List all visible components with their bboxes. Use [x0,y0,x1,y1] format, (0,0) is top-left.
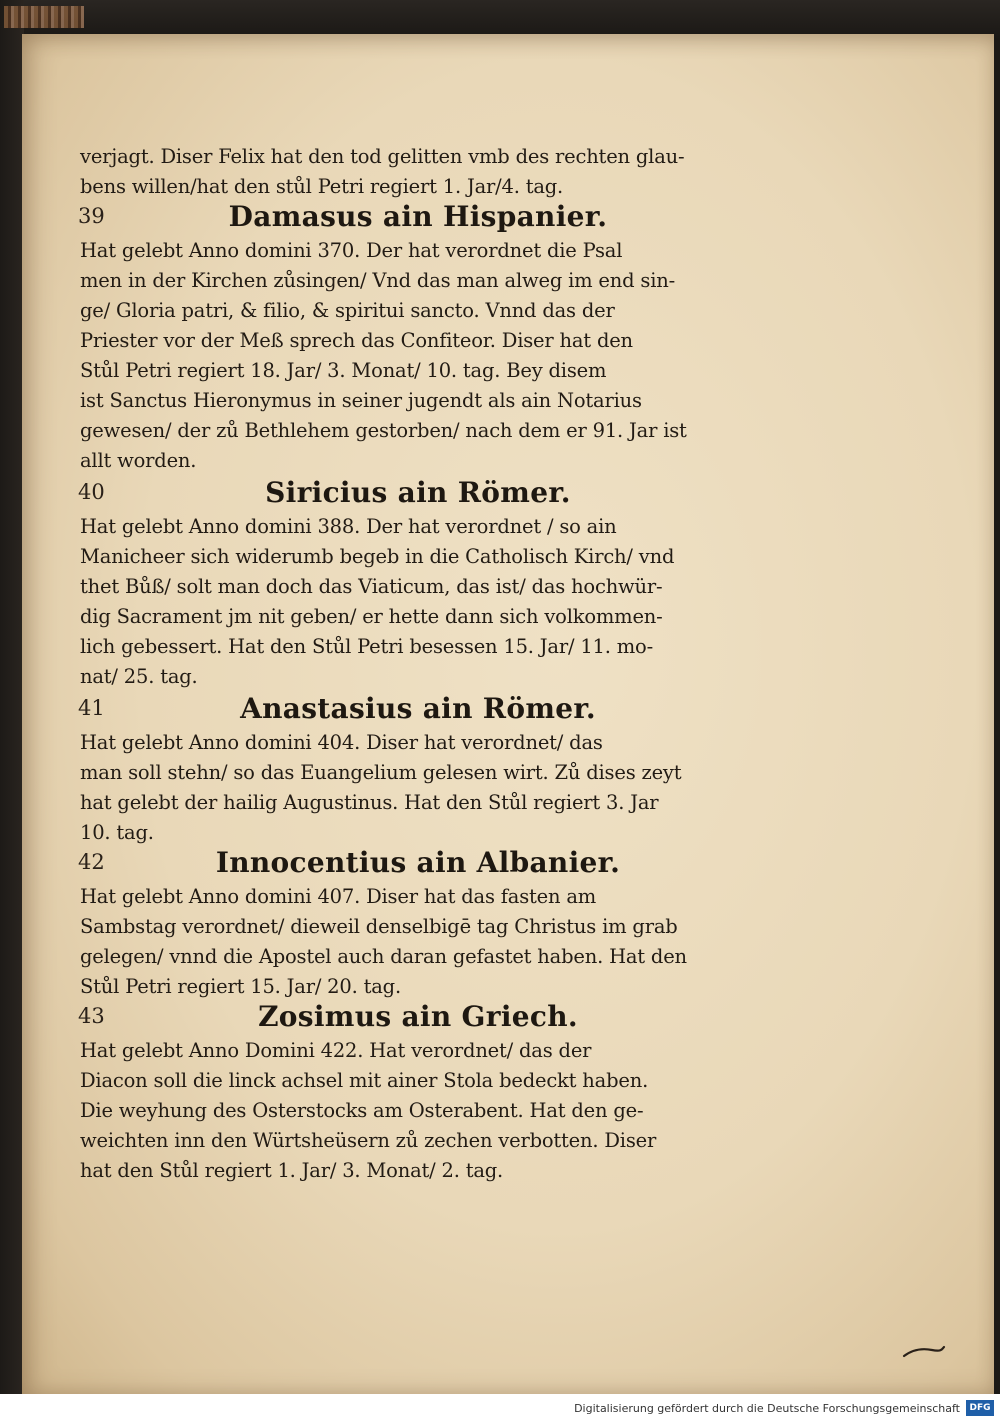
text-line: gewesen/ der zů Bethlehem gestorben/ nach dem er 91. Jar ist [80,419,687,442]
dfg-logo: DFG [966,1400,994,1416]
footer-bar [0,1394,1000,1424]
section-title: Zosimus ain Griech. [258,1000,578,1033]
text-line: gelegen/ vnnd die Apostel auch daran gefastet haben. Hat den [80,945,687,968]
text-line: nat/ 25. tag. [80,665,198,688]
text-line: Sambstag verordnet/ dieweil denselbigē tag Christus im grab [80,915,678,938]
section-number: 42 [78,850,105,874]
section-number: 41 [78,696,105,720]
text-line: bens willen/hat den stůl Petri regiert 1. Jar/4. tag. [80,175,564,198]
book-page [22,34,994,1394]
section-number: 40 [78,480,105,504]
text-line: Hat gelebt Anno Domini 422. Hat verordnet/ das der [80,1039,592,1062]
text-line: verjagt. Diser Felix hat den tod gelitten vmb des rechten glau- [80,145,685,168]
section-heading-39 [78,202,758,236]
text-line: 10. tag. [80,821,154,844]
color-calibration-strip [4,6,84,28]
text-line: Priester vor der Meß sprech das Confiteor. Diser hat den [80,329,633,352]
text-line: ist Sanctus Hieronymus in seiner jugendt als ain Notarius [80,389,642,412]
text-line: thet Bůß/ solt man doch das Viaticum, das ist/ das hochwür- [80,575,663,598]
section-heading-43 [78,1002,758,1036]
text-line: ge/ Gloria patri, & filio, & spiritui sancto. Vnnd das der [80,299,615,322]
section-title: Innocentius ain Albanier. [215,846,621,879]
section-heading-42 [78,848,758,882]
section-heading-40 [78,478,758,512]
section-title: Damasus ain Hispanier. [228,200,608,233]
text-line: lich gebessert. Hat den Stůl Petri besessen 15. Jar/ 11. mo- [80,635,653,658]
text-line: hat den Stůl regiert 1. Jar/ 3. Monat/ 2. tag. [80,1159,504,1182]
text-line: weichten inn den Würtsheüsern zů zechen verbotten. Diser [80,1129,657,1152]
text-line: Hat gelebt Anno domini 388. Der hat verordnet / so ain [80,515,617,538]
text-line: Diacon soll die linck achsel mit ainer Stola bedeckt haben. [80,1069,649,1092]
text-line: men in der Kirchen zůsingen/ Vnd das man alweg im end sin- [80,269,675,292]
scan-left-edge [0,0,24,1394]
section-number: 43 [78,1004,105,1028]
section-title: Siricius ain Römer. [265,476,571,509]
text-line: Stůl Petri regiert 15. Jar/ 20. tag. [80,975,401,998]
text-line: Hat gelebt Anno domini 370. Der hat verordnet die Psal [80,239,623,262]
section-number: 39 [78,204,105,228]
text-line: Manicheer sich widerumb begeb in die Catholisch Kirch/ vnd [80,545,675,568]
text-line: allt worden. [80,449,197,472]
text-line: hat gelebt der hailig Augustinus. Hat den Stůl regiert 3. Jar [80,791,659,814]
funding-credit: Digitalisierung gefördert durch die Deutsche Forschungsgemeinschaft [574,1402,960,1415]
section-heading-41 [78,694,758,728]
text-line: Die weyhung des Osterstocks am Osterabent. Hat den ge- [80,1099,644,1122]
text-line: Stůl Petri regiert 18. Jar/ 3. Monat/ 10. tag. Bey disem [80,359,607,382]
section-title: Anastasius ain Römer. [240,692,596,725]
text-line: Hat gelebt Anno domini 404. Diser hat verordnet/ das [80,731,603,754]
text-line: Hat gelebt Anno domini 407. Diser hat das fasten am [80,885,597,908]
text-line: man soll stehn/ so das Euangelium gelesen wirt. Zů dises zeyt [80,761,682,784]
text-line: dig Sacrament jm nit geben/ er hette dann sich volkommen- [80,605,663,628]
catchword-stroke [902,1344,946,1360]
